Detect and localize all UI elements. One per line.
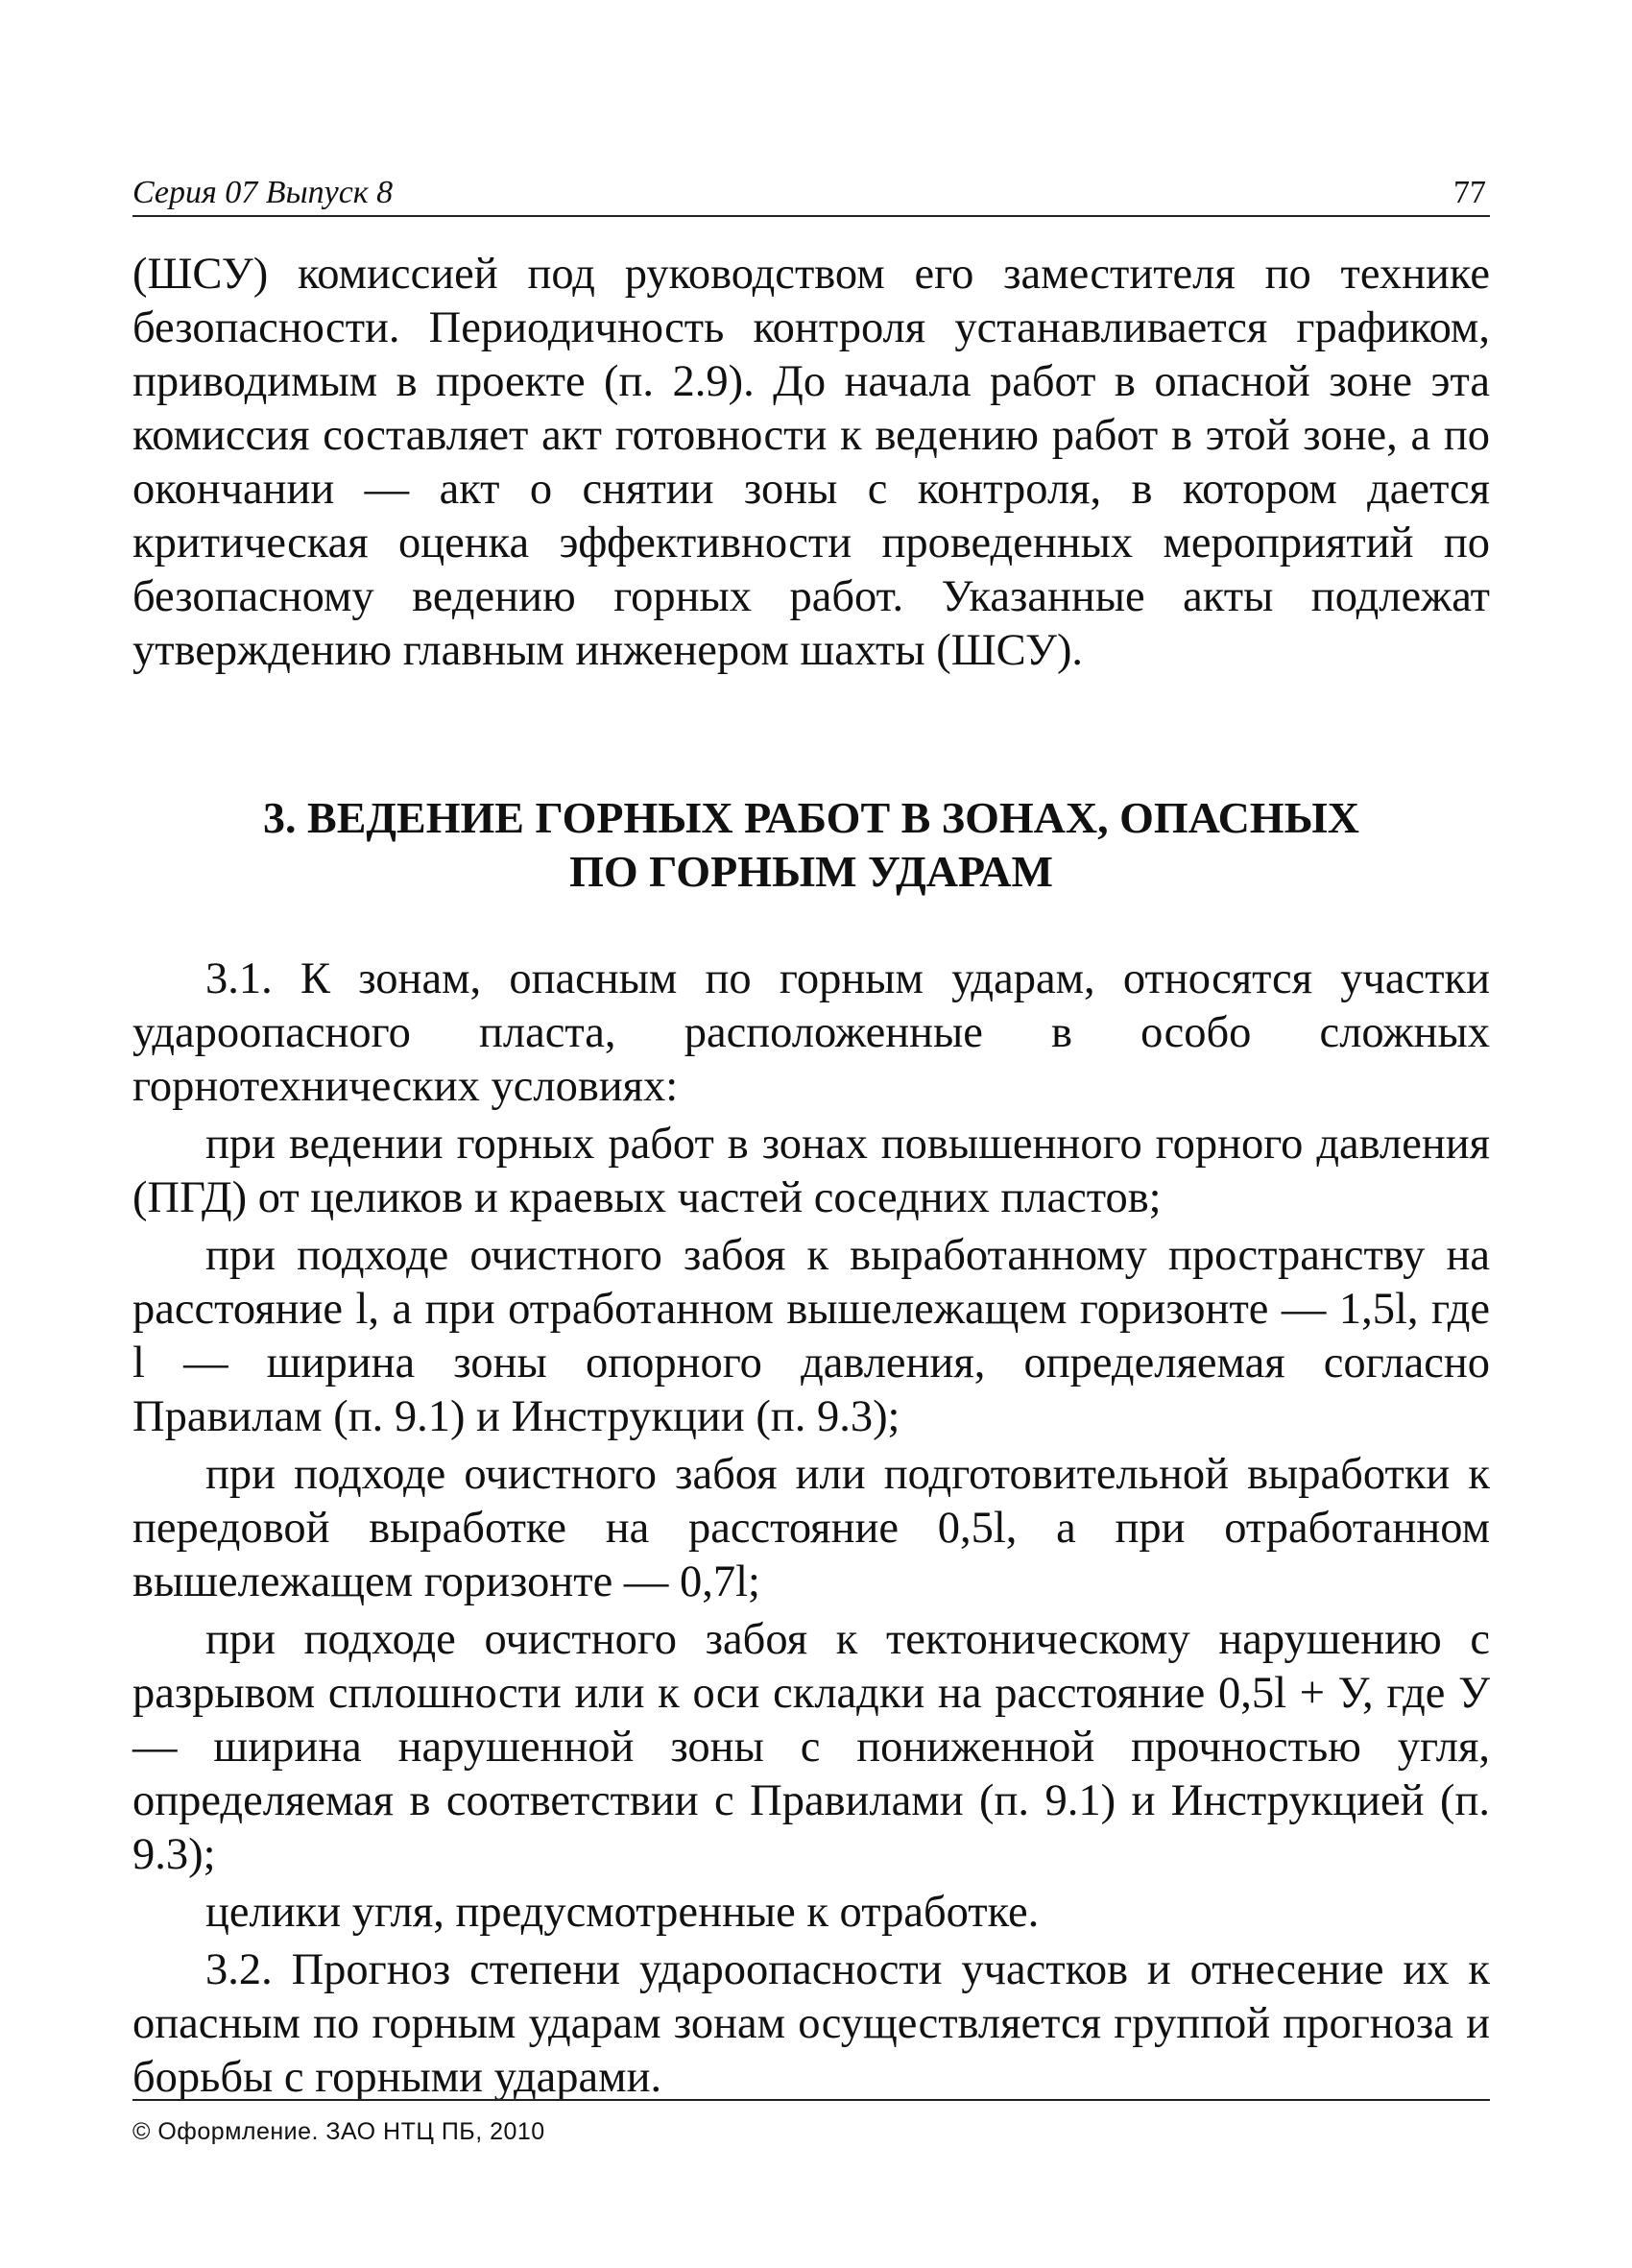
list-item-coal-pillars: целики угля, предусмотренные к отработке. bbox=[205, 1888, 1040, 1937]
page-header bbox=[132, 173, 1490, 217]
page-number: 77 bbox=[1453, 175, 1486, 210]
list-item-worked-out-space: при подходе очистного забоя к выработанному пространству на расстояние l, а при отработанном вышележащем горизонте — 1,5l, где l — ширина зоны опорного давления, определяемая согласно Правилам (п. 9.1) и Инструкции (п. 9.3); bbox=[132, 1231, 1490, 1441]
list-item-advance-working: при подходе очистного забоя или подготовительной выработки к передовой выработке на расстояние 0,5l, а при отработанном вышележащем горизонте — 0,7l; bbox=[132, 1450, 1490, 1606]
series-label: Серия 07 Выпуск 8 bbox=[132, 175, 394, 210]
list-item-pgd-zones: при ведении горных работ в зонах повышенного горного давления (ПГД) от целиков и краевых частей соседних пластов; bbox=[132, 1120, 1490, 1222]
paragraph-3-2: 3.2. Прогноз степени удароопасности участков и отнесение их к опасным по горным ударам зонам осуществляется группой прогноза и борьбы с горными ударами. bbox=[132, 1945, 1490, 2102]
paragraph-3-1: 3.1. К зонам, опасным по горным ударам, относятся участки удароопасного пласта, расположенные в особо сложных горнотехнических условиях: bbox=[132, 954, 1490, 1111]
page-content bbox=[132, 248, 1490, 2105]
section-title-line-1: 3. ВЕДЕНИЕ ГОРНЫХ РАБОТ В ЗОНАХ, ОПАСНЫХ bbox=[263, 793, 1359, 842]
list-item-tectonic-fault: при подходе очистного забоя к тектоническому нарушению с разрывом сплошности или к оси складки на расстояние 0,5l + У, где У — ширина нарушенной зоны с пониженной прочностью угля, определяемая в соответствии с Правилами (п. 9.1) и Инструкцией (п. 9.3); bbox=[132, 1615, 1490, 1879]
section-title bbox=[132, 791, 1490, 899]
intro-paragraph: (ШСУ) комиссией под руководством его заместителя по технике безопасности. Периодичность контроля устанавливается графиком, приводимым в проекте (п. 2.9). До начала работ в опасной зоне эта комиссия составляет акт готовности к ведению работ в этой зоне, а по окончании — акт о снятии зоны с контроля, в котором дается критическая оценка эффективности проведенных мероприятий по безопасному ведению горных работ. Указанные акты подлежат утверждению главным инженером шахты (ШСУ). bbox=[132, 250, 1490, 675]
section-title-line-2: ПО ГОРНЫМ УДАРАМ bbox=[569, 847, 1053, 896]
page-footer bbox=[132, 2099, 1490, 2146]
copyright-text: © Оформление. ЗАО НТЦ ПБ, 2010 bbox=[132, 2118, 545, 2145]
